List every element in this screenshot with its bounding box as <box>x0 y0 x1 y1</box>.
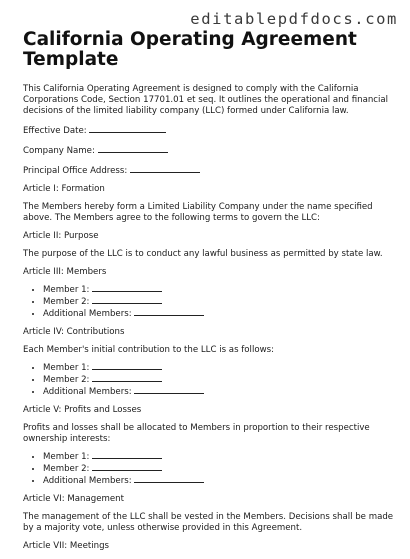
article-5-text: Profits and losses shall be allocated to Members in proportion to their respective ownership interests: <box>23 423 370 444</box>
list-item: • Member 2: <box>43 462 395 474</box>
effective-date-blank[interactable] <box>89 124 166 133</box>
list-item: • Member 1: <box>43 450 395 462</box>
article-2-text: The purpose of the LLC is to conduct any lawful business as permitted by state law. <box>23 249 383 259</box>
member-2-blank[interactable] <box>92 295 162 304</box>
member-1-blank[interactable] <box>92 283 162 292</box>
article-4-heading: Article IV: Contributions <box>23 327 125 337</box>
list-item: • Member 1: <box>43 361 395 373</box>
list-item: • Member 2: <box>43 373 395 385</box>
article-7-heading: Article VII: Meetings <box>23 541 110 551</box>
company-name-field <box>23 144 395 157</box>
site-watermark: editablepdfdocs.com <box>190 10 398 28</box>
document-page <box>23 30 395 559</box>
effective-date-label: Effective Date: <box>23 126 87 136</box>
list-item: • Additional Members: <box>43 307 395 319</box>
article-6-text: The management of the LLC shall be vested in the Members. Decisions shall be made by a majority vote, unless otherwise provided in this Agreement. <box>23 512 394 533</box>
intro-paragraph: This California Operating Agreement is designed to comply with the California Corporations Code, Section 17701.01 et seq. It outlines the operational and financial decisions of the limited liability company (LLC) formed under California law. <box>23 84 389 116</box>
article-3-heading: Article III: Members <box>23 267 107 277</box>
document-title: California Operating Agreement Template <box>23 29 357 70</box>
article-6-heading: Article VI: Management <box>23 494 124 504</box>
principal-office-field <box>23 164 395 177</box>
profit-1-blank[interactable] <box>92 450 162 459</box>
company-name-label: Company Name: <box>23 146 95 156</box>
principal-office-label: Principal Office Address: <box>23 166 128 176</box>
article-2-heading: Article II: Purpose <box>23 231 99 241</box>
list-item: • Member 1: <box>43 283 395 295</box>
effective-date-field <box>23 124 395 137</box>
profit-2-blank[interactable] <box>92 462 162 471</box>
list-item: • Member 2: <box>43 295 395 307</box>
contribution-additional-blank[interactable] <box>134 385 204 394</box>
article-1-heading: Article I: Formation <box>23 184 105 194</box>
profits-list <box>23 450 395 486</box>
additional-members-blank[interactable] <box>134 307 204 316</box>
article-4-text: Each Member's initial contribution to the LLC is as follows: <box>23 345 274 355</box>
contribution-2-blank[interactable] <box>92 373 162 382</box>
article-5-heading: Article V: Profits and Losses <box>23 405 142 415</box>
members-list <box>23 283 395 319</box>
list-item: • Additional Members: <box>43 385 395 397</box>
profit-additional-blank[interactable] <box>134 474 204 483</box>
contribution-1-blank[interactable] <box>92 361 162 370</box>
contributions-list <box>23 361 395 397</box>
article-1-text: The Members hereby form a Limited Liability Company under the name specified above. The Members agree to the following terms to govern the LLC: <box>23 202 373 223</box>
list-item: • Additional Members: <box>43 474 395 486</box>
principal-office-blank[interactable] <box>130 164 200 173</box>
company-name-blank[interactable] <box>98 144 168 153</box>
